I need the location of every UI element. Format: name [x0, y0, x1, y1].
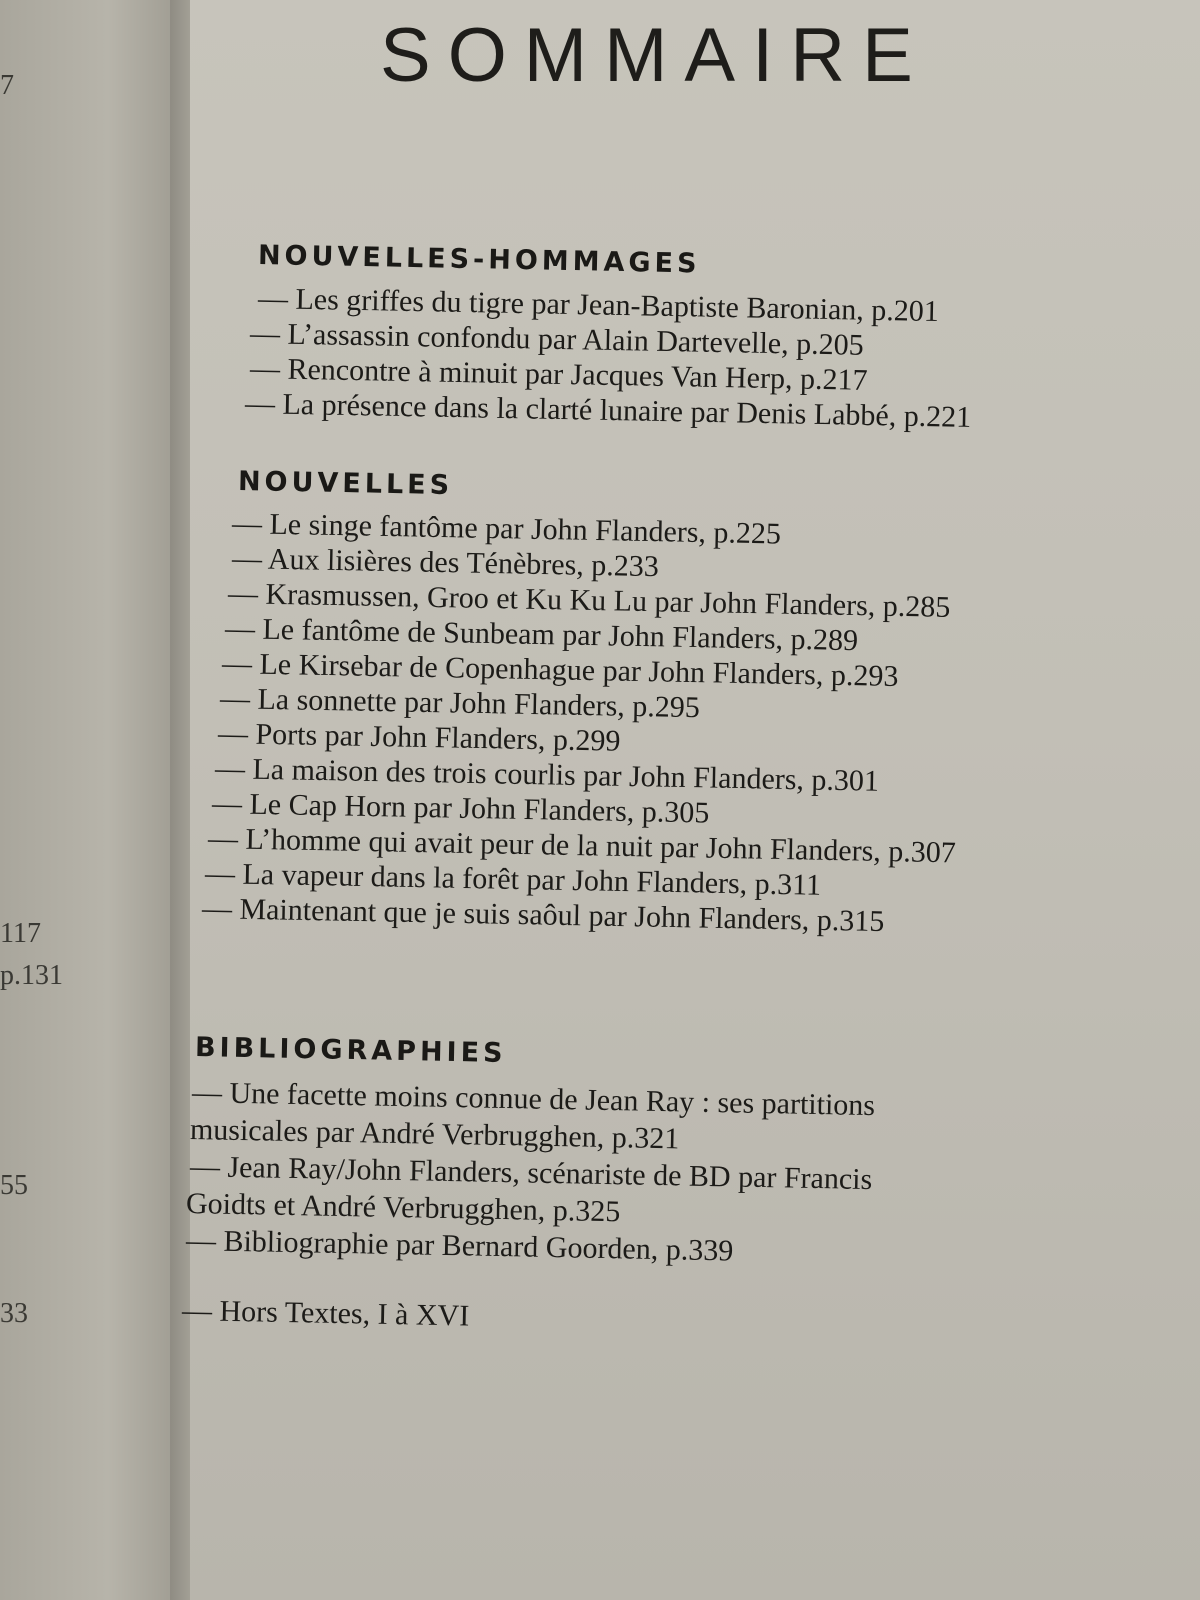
toc-entry: — Rencontre à minuit par Jacques Van Herp, p.217	[249, 352, 868, 397]
toc-entry: — L’assassin confondu par Alain Dartevelle, p.205	[249, 317, 864, 362]
toc-entry: — La sonnette par John Flanders, p.295	[219, 682, 701, 725]
left-page-fragment: 117	[0, 918, 41, 949]
left-page-fragment: 55	[0, 1170, 28, 1201]
section-heading-bibliographies: BIBLIOGRAPHIES	[194, 1032, 507, 1069]
toc-entry: — Une facette moins connue de Jean Ray : ses partitions	[191, 1076, 876, 1123]
toc-entry: — Jean Ray/John Flanders, scénariste de BD par Francis	[189, 1150, 873, 1197]
toc-entry: — Maintenant que je suis saôul par John Flanders, p.315	[201, 892, 885, 939]
page-title: SOMMAIRE	[380, 13, 930, 98]
toc-entry: musicales par André Verbrugghen, p.321	[189, 1113, 680, 1156]
left-page-fragment: p.131	[0, 960, 63, 991]
toc-entry: — Les griffes du tigre par Jean-Baptiste Baronian, p.201	[257, 282, 940, 329]
toc-entry: — Le Kirsebar de Copenhague par John Flanders, p.293	[221, 647, 899, 693]
left-facing-page	[0, 0, 180, 1600]
toc-entry: — La vapeur dans la forêt par John Flanders, p.311	[204, 857, 822, 902]
toc-entry: — Le fantôme de Sunbeam par John Flanders, p.289	[224, 612, 859, 658]
left-page-fragment: 33	[0, 1298, 28, 1329]
toc-entry: — Krasmussen, Groo et Ku Ku Lu par John Flanders, p.285	[227, 577, 951, 624]
toc-entry: — Ports par John Flanders, p.299	[217, 717, 621, 758]
left-page-fragment: 7	[0, 70, 14, 101]
toc-entry: — Le singe fantôme par John Flanders, p.225	[231, 507, 782, 551]
toc-entry: — Bibliographie par Bernard Goorden, p.339	[185, 1224, 734, 1268]
toc-entry: — L’homme qui avait peur de la nuit par John Flanders, p.307	[207, 822, 957, 870]
toc-entry: — Aux lisières des Ténèbres, p.233	[231, 542, 660, 584]
toc-entry: — Le Cap Horn par John Flanders, p.305	[211, 787, 710, 830]
section-heading-nouvelles-hommages: NOUVELLES-HOMMAGES	[257, 240, 701, 280]
toc-entry-hors-textes: — Hors Textes, I à XVI	[181, 1294, 470, 1333]
toc-entry: Goidts et André Verbrugghen, p.325	[185, 1187, 621, 1229]
section-heading-nouvelles: NOUVELLES	[237, 466, 454, 502]
toc-entry: — La présence dans la clarté lunaire par Denis Labbé, p.221	[244, 387, 972, 434]
toc-entry: — La maison des trois courlis par John Flanders, p.301	[214, 752, 880, 798]
